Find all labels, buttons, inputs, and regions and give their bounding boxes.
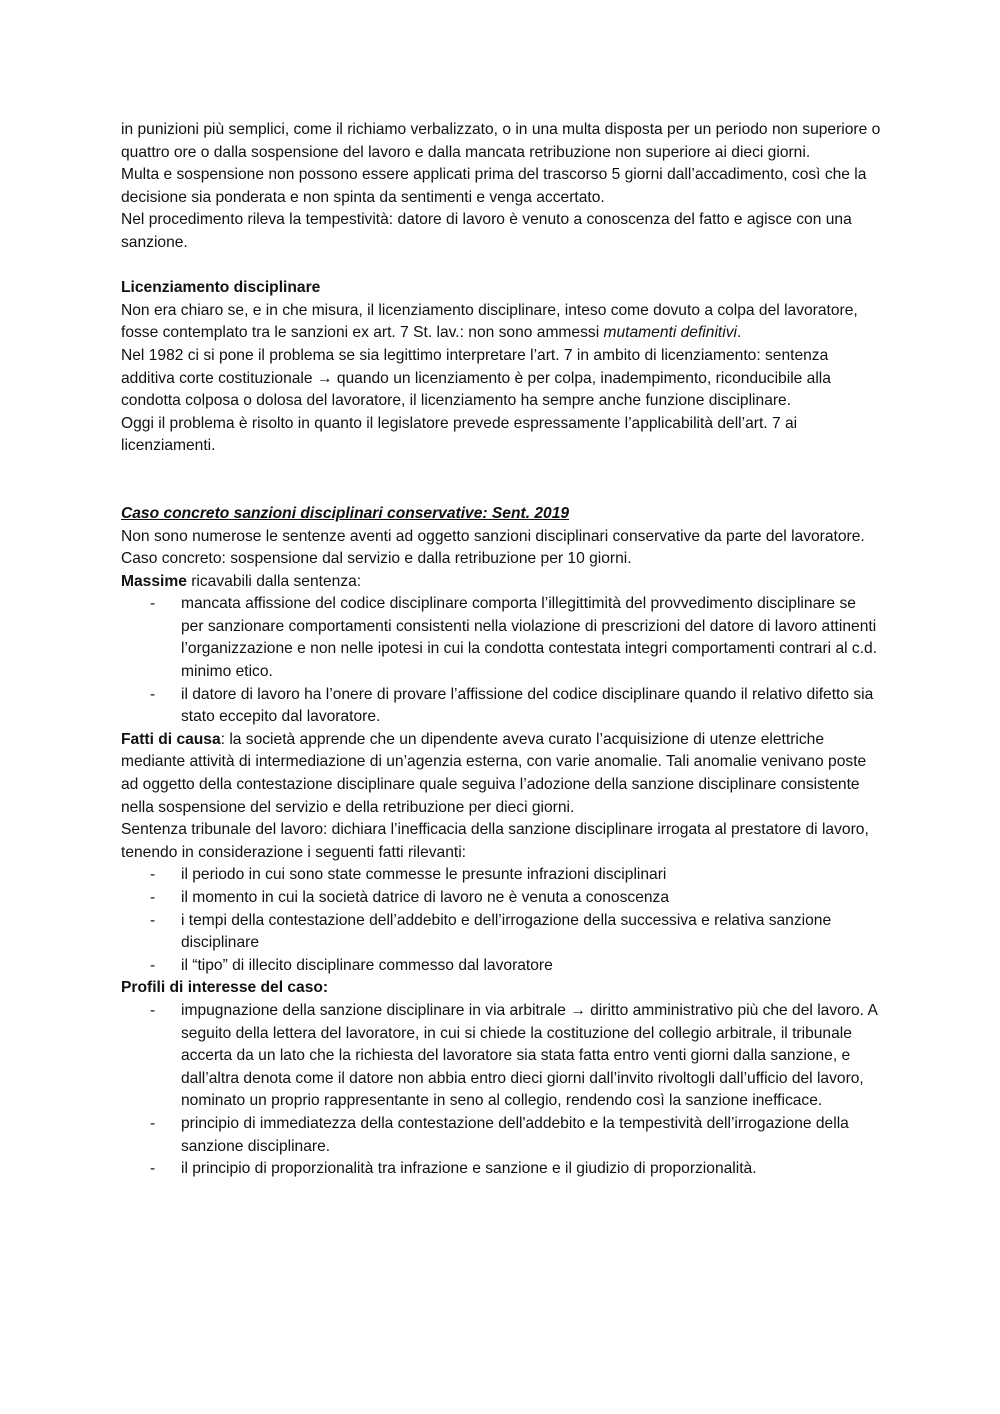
fatti-list xyxy=(121,864,881,977)
list-item: - i tempi della contestazione dell’addebito e dell’irrogazione della successiva e relativa sanzione disciplinare xyxy=(121,910,881,955)
list-item: - mancata affissione del codice disciplinare comporta l’illegittimità del provvedimento disciplinare se per sanzionare comportamenti consistenti nella violazione di prescrizioni del datore di lavoro attinenti l’organizzazione e non nelle ipotesi in cui la condotta contestata integri comportamenti contrari al c.d. minimo etico. xyxy=(121,593,881,683)
list-item: - il “tipo” di illecito disciplinare commesso dal lavoratore xyxy=(121,955,881,978)
italic-text: mutamenti definitivi xyxy=(603,324,737,342)
paragraph: Nel 1982 ci si pone il problema se sia legittimo interpretare l’art. 7 in ambito di licenziamento: sentenza additiva corte costituzionale → quando un licenziamento è per colpa, inadempimento, riconducibile alla condotta colposa o dolosa del lavoratore, il licenziamento ha sempre anche funzione disciplinare. xyxy=(121,346,831,410)
paragraph xyxy=(121,729,881,819)
paragraph: Non sono numerose le sentenze aventi ad oggetto sanzioni disciplinari conservative da parte del lavoratore. xyxy=(121,527,865,545)
text-run: Non era chiaro se, e in che misura, il licenziamento disciplinare, inteso come dovuto a colpa del lavoratore, fosse contemplato tra le sanzioni ex art. 7 St. lav.: non sono ammessi xyxy=(121,301,858,342)
list-item: - il principio di proporzionalità tra infrazione e sanzione e il giudizio di proporzionalità. xyxy=(121,1158,881,1181)
paragraph xyxy=(121,571,881,594)
paragraph: Multa e sospensione non possono essere applicati prima del trascorso 5 giorni dall’accadimento, così che la decisione sia ponderata e non spinta da sentimenti e venga accertato. xyxy=(121,166,867,206)
list-item: - il periodo in cui sono state commesse le presunte infrazioni disciplinari xyxy=(121,864,881,887)
section-heading-licenziamento: Licenziamento disciplinare xyxy=(121,279,321,297)
paragraph: Sentenza tribunale del lavoro: dichiara l’inefficacia della sanzione disciplinare irrogata al prestatore di lavoro, tenendo in considerazione i seguenti fatti rilevanti: xyxy=(121,821,869,861)
paragraph xyxy=(121,300,881,345)
list-item: - il datore di lavoro ha l’onere di provare l’affissione del codice disciplinare quando il relativo difetto sia stato eccepito dal lavoratore. xyxy=(121,684,881,729)
list-item: - il momento in cui la società datrice di lavoro ne è venuta a conoscenza xyxy=(121,887,881,910)
bold-label-fatti: Fatti di causa xyxy=(121,730,221,748)
text-run: . xyxy=(736,324,742,342)
section-heading-profili: Profili di interesse del caso: xyxy=(121,979,329,997)
list-item: - principio di immediatezza della contestazione dell'addebito e la tempestività dell’irrogazione della sanzione disciplinare. xyxy=(121,1113,881,1158)
list-item: - impugnazione della sanzione disciplinare in via arbitrale → diritto amministrativo più che del lavoro. A seguito della lettera del lavoratore, in cui si chiede la costituzione del collegio arbitrale, il tribunale accerta da un lato che la richiesta del lavoratore sia stata fatta entro venti giorni dalla sanzione, e dall’altra denota come il datore non abbia entro dieci giorni dall’invito rivoltogli dall’ufficio del lavoro, nominato un proprio rappresentante in seno al collegio, rendendo così la sanzione inefficace. xyxy=(121,1000,881,1113)
paragraph: in punizioni più semplici, come il richiamo verbalizzato, o in una multa disposta per un periodo non superiore o quattro ore o dalla sospensione del lavoro e dalla mancata retribuzione non superiore ai dieci giorni. xyxy=(121,121,881,161)
bold-label-massime: Massime xyxy=(121,572,187,590)
text-run: : la società apprende che un dipendente aveva curato l’acquisizione di utenze elettriche mediante attività di intermediazione di un’agenzia esterna, con varie anomalie. Tali anomalie venivano poste ad oggetto della contestazione disciplinare quale seguiva l’adozione della sanzione disciplinare consistente nella sospensione del servizio e della retribuzione per dieci giorni. xyxy=(121,730,867,816)
massime-list xyxy=(121,593,881,729)
text-run: ricavabili dalla sentenza: xyxy=(186,572,362,590)
paragraph: Caso concreto: sospensione dal servizio e dalla retribuzione per 10 giorni. xyxy=(121,550,632,568)
document-page xyxy=(121,119,881,1181)
paragraph: Nel procedimento rileva la tempestività: datore di lavoro è venuto a conoscenza del fatto e agisce con una sanzione. xyxy=(121,211,852,251)
profili-list xyxy=(121,1000,881,1181)
section-heading-caso: Caso concreto sanzioni disciplinari conservative: Sent. 2019 xyxy=(121,504,570,522)
paragraph: Oggi il problema è risolto in quanto il legislatore prevede espressamente l’applicabilità dell’art. 7 ai licenziamenti. xyxy=(121,414,798,455)
